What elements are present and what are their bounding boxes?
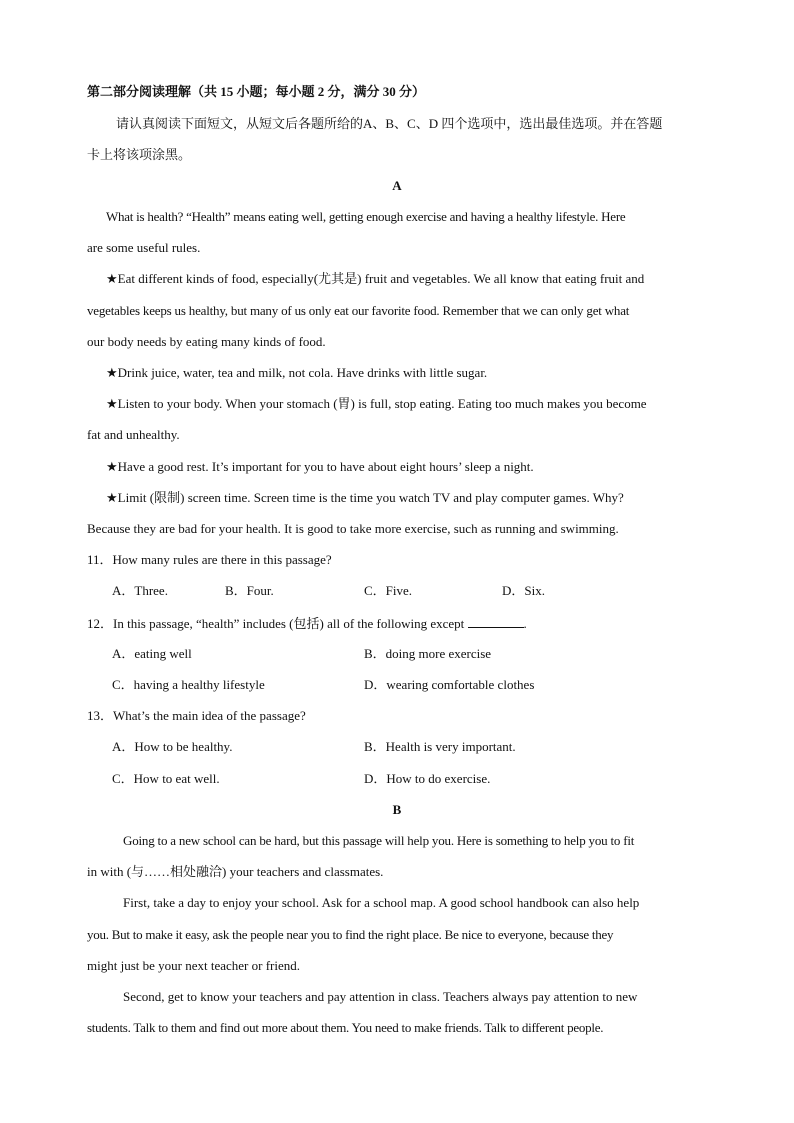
passage-a-line: are some useful rules. <box>87 240 201 255</box>
question-12-stem-end: . <box>523 616 527 631</box>
instruction-line-2: 卡上将该项涂黑。 <box>87 147 192 162</box>
question-11-stem: 11．How many rules are there in this passage? <box>87 552 332 567</box>
passage-a-line: ★Eat different kinds of food, especially(尤其是) fruit and vegetables. We all know that eating fruit and <box>106 271 645 286</box>
passage-b-line: First, take a day to enjoy your school. Ask for a school map. A good school handbook can also help <box>123 895 640 910</box>
question-13-option-a[interactable]: A．How to be healthy. <box>112 739 233 754</box>
passage-b-line: Second, get to know your teachers and pay attention in class. Teachers always pay attention to new <box>123 989 638 1004</box>
passage-b-line: Going to a new school can be hard, but this passage will help you. Here is something to help you to fit <box>123 833 635 848</box>
passage-a-line: ★Have a good rest. It’s important for you to have about eight hours’ sleep a night. <box>106 459 534 474</box>
passage-a-line: vegetables keeps us healthy, but many of us only eat our favorite food. Remember that we can only get what <box>87 303 630 318</box>
question-11-option-c[interactable]: C．Five. <box>364 583 413 598</box>
passage-a-label: A <box>392 178 402 193</box>
question-12-option-d[interactable]: D．wearing comfortable clothes <box>364 677 535 692</box>
passage-a-line: ★Drink juice, water, tea and milk, not cola. Have drinks with little sugar. <box>106 365 488 380</box>
passage-a-line: ★Listen to your body. When your stomach (胃) is full, stop eating. Eating too much makes you become <box>106 396 647 411</box>
question-13-option-c[interactable]: C．How to eat well. <box>112 771 220 786</box>
question-13-option-d[interactable]: D．How to do exercise. <box>364 771 491 786</box>
question-13-stem: 13．What’s the main idea of the passage? <box>87 708 306 723</box>
passage-a-line: What is health? “Health” means eating well, getting enough exercise and having a healthy lifestyle. Here <box>106 209 626 224</box>
passage-b-line: you. But to make it easy, ask the people near you to find the right place. Be nice to everyone, because they <box>87 927 614 942</box>
section-title: 第二部分阅读理解（共 15 小题；每小题 2 分，满分 30 分） <box>87 84 426 99</box>
question-12-option-a[interactable]: A．eating well <box>112 646 192 661</box>
passage-a-line: fat and unhealthy. <box>87 427 180 442</box>
question-12-stem <box>87 615 712 632</box>
passage-a-line: our body needs by eating many kinds of food. <box>87 334 326 349</box>
passage-b-line: students. Talk to them and find out more about them. You need to make friends. Talk to different people. <box>87 1020 604 1035</box>
passage-b-label: B <box>392 802 402 817</box>
question-11-option-b[interactable]: B．Four. <box>225 583 274 598</box>
answer-blank <box>468 615 524 628</box>
question-12-option-b[interactable]: B．doing more exercise <box>364 646 492 661</box>
question-12-option-c[interactable]: C．having a healthy lifestyle <box>112 677 265 692</box>
instruction-line-1: 请认真阅读下面短文，从短文后各题所给的A、B、C、D 四个选项中，选出最佳选项。并在答题 <box>116 116 663 131</box>
question-13-option-b[interactable]: B．Health is very important. <box>364 739 516 754</box>
passage-a-line: ★Limit (限制) screen time. Screen time is the time you watch TV and play computer games. Why? <box>106 490 624 505</box>
passage-a-line: Because they are bad for your health. It is good to take more exercise, such as running and swimming. <box>87 521 619 536</box>
passage-b-line: in with (与……相处融洽) your teachers and classmates. <box>87 864 384 879</box>
passage-b-line: might just be your next teacher or friend. <box>87 958 300 973</box>
question-11-option-d[interactable]: D．Six. <box>502 583 545 598</box>
question-11-option-a[interactable]: A．Three. <box>112 583 168 598</box>
question-12-stem-text: 12．In this passage, “health” includes (包括) all of the following except <box>87 616 465 631</box>
